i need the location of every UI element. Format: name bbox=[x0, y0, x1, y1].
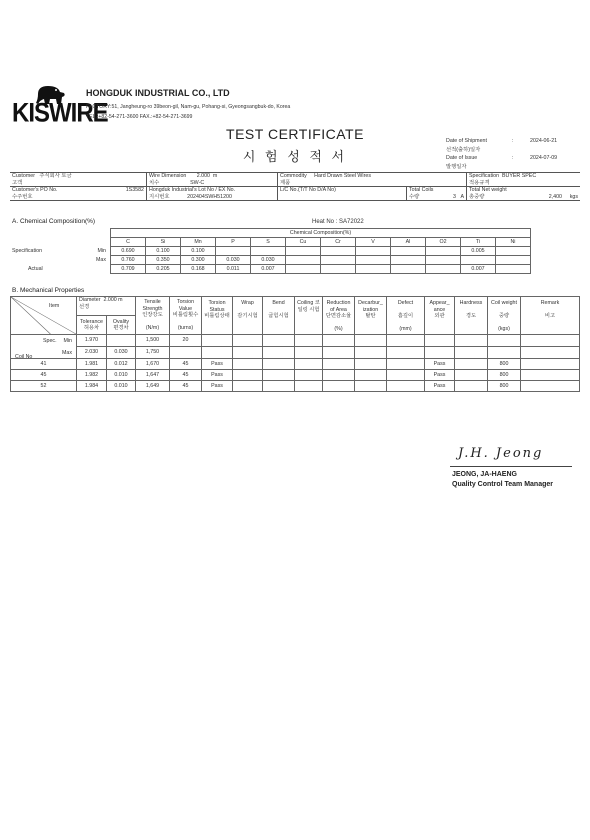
coil-coil: 45 bbox=[11, 370, 77, 381]
coil-weight: 800 bbox=[488, 370, 521, 381]
commodity-label-ko: 제품 bbox=[280, 179, 291, 186]
chem-max-si: 0.350 bbox=[146, 256, 181, 265]
decarburization-header bbox=[355, 297, 387, 335]
wire-dimension-unit: m bbox=[212, 173, 218, 179]
item-label: Item bbox=[49, 303, 60, 309]
decarburization-label: Decarbur_ ization bbox=[358, 300, 383, 313]
coil-torsion: 45 bbox=[170, 370, 202, 381]
chem-actual-p: 0.011 bbox=[216, 265, 251, 274]
coil-coil: 41 bbox=[11, 359, 77, 370]
coil-row bbox=[11, 381, 580, 392]
coil-status: Pass bbox=[202, 381, 233, 392]
torsion-value-label: Torsion Value bbox=[176, 299, 195, 312]
spec-max-row bbox=[11, 347, 580, 359]
brand-logo: KISWIRE bbox=[12, 98, 108, 129]
torsion-status-header bbox=[202, 297, 233, 335]
chem-max-cu bbox=[286, 256, 321, 265]
coil-weight-header bbox=[488, 297, 521, 335]
commodity-cell bbox=[278, 173, 467, 187]
wrap-label-ko: 감기시험 bbox=[237, 313, 258, 319]
spec-min-tolerance: 1.970 bbox=[77, 335, 107, 347]
mechanical-section-title: B. Mechanical Properties bbox=[12, 287, 85, 294]
coil-tolerance: 1.981 bbox=[77, 359, 107, 370]
defect-header bbox=[387, 297, 425, 335]
torsion-status-label-ko: 비틀림상태 bbox=[204, 313, 230, 319]
chem-actual-o2 bbox=[426, 265, 461, 274]
lot-no-value: 202404SWH51200 bbox=[187, 193, 232, 200]
coil-tolerance: 1.982 bbox=[77, 370, 107, 381]
spec-max-label: Max bbox=[61, 350, 72, 356]
chem-max-cr bbox=[321, 256, 356, 265]
coil-tensile: 1,670 bbox=[136, 359, 170, 370]
spec-label-cell bbox=[11, 335, 77, 359]
coil-row bbox=[11, 370, 580, 381]
handwritten-signature: J.H. Jeong bbox=[458, 446, 544, 461]
bend-header bbox=[263, 297, 295, 335]
chemical-section-title: A. Chemical Composition(%) bbox=[12, 218, 96, 225]
chem-actual-ni bbox=[496, 265, 531, 274]
spec-max-tolerance: 2.030 bbox=[77, 347, 107, 359]
company-address: FACTORY:51, Jangheung-ro 39beon-gil, Nam-gu, Pohang-si, Gyeongsangbuk-do, Korea bbox=[86, 104, 291, 110]
hardness-label-ko: 경도 bbox=[465, 313, 477, 319]
appearance-header bbox=[425, 297, 455, 335]
chem-min-mn: 0.100 bbox=[181, 247, 216, 256]
chem-max-ni bbox=[496, 256, 531, 265]
spec-min-label: Min bbox=[63, 338, 72, 344]
chem-min-ti: 0.005 bbox=[461, 247, 496, 256]
chem-max-c: 0.760 bbox=[111, 256, 146, 265]
chem-min-si: 0.100 bbox=[146, 247, 181, 256]
chem-min-p bbox=[216, 247, 251, 256]
coil-weight-label-ko: 중량 bbox=[498, 313, 510, 319]
chem-col-si: Si bbox=[146, 238, 181, 247]
chem-min-c: 0.690 bbox=[111, 247, 146, 256]
chem-max-ti bbox=[461, 256, 496, 265]
ovality-label: Ovality bbox=[112, 318, 130, 325]
remark-header bbox=[521, 297, 580, 335]
bend-label-ko: 굽힘시험 bbox=[268, 313, 289, 319]
tolerance-label: Tolerance bbox=[80, 318, 103, 325]
coil-weight-label: Coil weight bbox=[491, 300, 517, 306]
chem-min-cu bbox=[286, 247, 321, 256]
chem-col-ti: Ti bbox=[461, 238, 496, 247]
chem-col-mn: Mn bbox=[181, 238, 216, 247]
ovality-header bbox=[107, 316, 136, 335]
spec-label: Spec. bbox=[43, 338, 57, 344]
tensile-label: Tensile Strength bbox=[142, 299, 163, 312]
wire-dimension-cell bbox=[147, 173, 278, 187]
chemical-composition-table bbox=[10, 228, 531, 274]
coil-torsion: 45 bbox=[170, 381, 202, 392]
min-label: Min bbox=[97, 248, 106, 254]
tolerance-label-ko: 허용차 bbox=[83, 325, 100, 331]
chem-col-ni: Ni bbox=[496, 238, 531, 247]
coiling-header: Coiling 코일링 시험 bbox=[295, 297, 323, 335]
appearance-label-ko: 외관 bbox=[434, 313, 445, 319]
customer-po-label-ko: 수주번호 bbox=[12, 193, 33, 200]
chem-actual-mn: 0.168 bbox=[181, 265, 216, 274]
defect-unit: (mm) bbox=[399, 326, 412, 332]
customer-po-label: Customer's PO No. bbox=[12, 187, 58, 193]
chem-actual-v bbox=[356, 265, 391, 274]
coil-no-label: Coil No bbox=[15, 354, 33, 360]
signer-title: Quality Control Team Manager bbox=[452, 481, 553, 488]
net-weight-value: 2,400 bbox=[548, 193, 562, 200]
signature-line bbox=[450, 466, 572, 467]
header-info-table bbox=[10, 172, 580, 201]
reduction-label-ko: 단면감소율 bbox=[325, 313, 352, 319]
hardness-label: Hardness bbox=[459, 300, 483, 306]
chemical-actual-row bbox=[10, 265, 531, 274]
specification-value: BUYER SPEC bbox=[502, 173, 537, 179]
coil-weight: 800 bbox=[488, 381, 521, 392]
coil-tensile: 1,647 bbox=[136, 370, 170, 381]
tensile-unit: (N/m) bbox=[145, 325, 160, 332]
shipment-date-label-ko: 선적(출하)일자 bbox=[446, 147, 481, 153]
chem-col-cu: Cu bbox=[286, 238, 321, 247]
spec-max-tensile: 1,750 bbox=[136, 347, 170, 359]
customer-label: Customer bbox=[12, 173, 35, 179]
chem-actual-ti: 0.007 bbox=[461, 265, 496, 274]
defect-label: Defect bbox=[397, 300, 414, 306]
chem-max-s: 0.030 bbox=[251, 256, 286, 265]
chem-min-s bbox=[251, 247, 286, 256]
spec-min-row bbox=[11, 335, 580, 347]
shipment-date: 2024-06-21 bbox=[530, 138, 558, 144]
chem-actual-cr bbox=[321, 265, 356, 274]
issue-date-label: Date of Issue bbox=[446, 155, 478, 161]
chem-col-v: V bbox=[356, 238, 391, 247]
diagonal-lines bbox=[11, 297, 76, 334]
chem-col-c: C bbox=[111, 238, 146, 247]
torsion-unit: (turns) bbox=[177, 325, 194, 332]
decarburization-label-ko: 탈탄 bbox=[365, 313, 376, 319]
coil-ovality: 0.010 bbox=[107, 370, 136, 381]
bend-label: Bend bbox=[272, 300, 285, 306]
coil-weight-unit: (kgs) bbox=[498, 326, 510, 332]
coil-ovality: 0.010 bbox=[107, 381, 136, 392]
customer-label-ko: 고객 bbox=[12, 179, 23, 186]
chemical-group-header: Chemical Composition(%) bbox=[111, 229, 531, 238]
coil-row bbox=[11, 359, 580, 370]
chemical-columns-row bbox=[10, 238, 531, 247]
chem-col-o2: O2 bbox=[426, 238, 461, 247]
lc-no-label: L/C No.(T/T No D/A No) bbox=[280, 187, 336, 193]
actual-label: Actual bbox=[28, 266, 43, 272]
tensile-header bbox=[136, 297, 170, 335]
diameter-header bbox=[77, 297, 136, 316]
coil-status: Pass bbox=[202, 370, 233, 381]
commodity-label: Commodity bbox=[280, 173, 307, 179]
issue-date-colon: : bbox=[512, 155, 514, 161]
defect-label-ko: 흠깊이 bbox=[397, 313, 414, 319]
signer-name: JEONG, JA-HAENG bbox=[452, 471, 517, 478]
reduction-unit: (%) bbox=[334, 326, 343, 332]
chemical-max-row bbox=[10, 256, 531, 265]
customer-po-cell bbox=[10, 187, 147, 201]
total-coils-value: 3 bbox=[453, 193, 456, 200]
chem-max-al bbox=[391, 256, 426, 265]
remark-label-ko: 비고 bbox=[544, 313, 556, 319]
torsion-value-label-ko: 비틀림횟수 bbox=[172, 312, 199, 319]
diameter-label-ko: 선경 bbox=[79, 303, 90, 310]
wire-grade: SW-C bbox=[190, 179, 205, 186]
net-weight-unit: kgs bbox=[569, 193, 578, 200]
coil-torsion: 45 bbox=[170, 359, 202, 370]
diameter-label: Diameter bbox=[79, 297, 101, 303]
mechanical-properties-table bbox=[10, 296, 580, 392]
document-title-korean: 시 험 성 적 서 bbox=[242, 149, 348, 164]
coil-tensile: 1,649 bbox=[136, 381, 170, 392]
reduction-header bbox=[323, 297, 355, 335]
chem-max-o2 bbox=[426, 256, 461, 265]
chem-min-al bbox=[391, 247, 426, 256]
remark-label: Remark bbox=[540, 300, 560, 306]
total-coils-unit: A bbox=[460, 193, 464, 200]
chem-actual-si: 0.205 bbox=[146, 265, 181, 274]
commodity-value: Hard Drawn Steel Wires bbox=[314, 173, 371, 179]
tensile-label-ko: 인장강도 bbox=[142, 312, 163, 319]
specification-cell bbox=[467, 173, 581, 187]
appearance-label: Appear_ ance bbox=[429, 300, 450, 313]
net-weight-label-ko: 총중량 bbox=[469, 193, 485, 200]
chem-min-v bbox=[356, 247, 391, 256]
heat-number: Heat No : SA72022 bbox=[312, 219, 364, 225]
customer-value: 주식회사 토금 bbox=[39, 173, 72, 179]
torsion-status-label: Torsion Status bbox=[208, 300, 226, 313]
coil-status: Pass bbox=[202, 359, 233, 370]
shipment-date-label: Date of Shipment bbox=[446, 138, 487, 144]
issue-date-label-ko: 발행일자 bbox=[446, 164, 467, 170]
torsion-value-header bbox=[170, 297, 202, 335]
specification-label: Specification bbox=[469, 173, 500, 179]
diameter-value: 2.000 m bbox=[103, 297, 123, 303]
coil-weight: 800 bbox=[488, 359, 521, 370]
specification-label-ko: 적용규격 bbox=[469, 179, 490, 186]
ovality-label-ko: 편경차 bbox=[113, 325, 129, 331]
chem-max-v bbox=[356, 256, 391, 265]
chem-min-cr bbox=[321, 247, 356, 256]
coil-appearance: Pass bbox=[425, 359, 455, 370]
chem-max-mn: 0.300 bbox=[181, 256, 216, 265]
wrap-label: Wrap bbox=[241, 300, 254, 306]
company-contact: TEL.:+82-54-271-3600 FAX.:+82-54-271-3699 bbox=[86, 114, 193, 120]
net-weight-label: Total Net weight bbox=[469, 187, 507, 193]
chem-actual-s: 0.007 bbox=[251, 265, 286, 274]
spec-max-ovality: 0.030 bbox=[107, 347, 136, 359]
chem-min-o2 bbox=[426, 247, 461, 256]
wire-dimension-value: 2.000 bbox=[196, 173, 210, 179]
chem-actual-al bbox=[391, 265, 426, 274]
tolerance-header bbox=[77, 316, 107, 335]
chem-min-ni bbox=[496, 247, 531, 256]
reduction-label: Reduction of Area bbox=[326, 300, 351, 313]
coil-appearance: Pass bbox=[425, 370, 455, 381]
lot-no-cell bbox=[147, 187, 278, 201]
coil-appearance: Pass bbox=[425, 381, 455, 392]
chem-col-s: S bbox=[251, 238, 286, 247]
spec-min-torsion: 20 bbox=[170, 335, 202, 347]
lot-no-label: Hongduk Industrial's Lot No / EX No. bbox=[149, 187, 236, 193]
company-name: HONGDUK INDUSTRIAL CO., LTD bbox=[86, 88, 230, 98]
coil-tolerance: 1.984 bbox=[77, 381, 107, 392]
wrap-header bbox=[233, 297, 263, 335]
chem-actual-cu bbox=[286, 265, 321, 274]
item-corner-cell bbox=[11, 297, 77, 335]
total-coils-label: Total Coils bbox=[409, 187, 434, 193]
spec-min-tensile: 1,500 bbox=[136, 335, 170, 347]
customer-cell bbox=[10, 173, 147, 187]
total-coils-cell bbox=[407, 187, 467, 200]
chem-actual-c: 0.709 bbox=[111, 265, 146, 274]
specification-row-label: Specification bbox=[12, 248, 43, 254]
wire-dimension-label-ko: 치수 bbox=[149, 179, 160, 186]
net-weight-cell bbox=[467, 187, 581, 201]
max-label: Max bbox=[95, 257, 106, 263]
chem-max-p: 0.030 bbox=[216, 256, 251, 265]
chem-col-al: Al bbox=[391, 238, 426, 247]
coil-coil: 52 bbox=[11, 381, 77, 392]
chem-col-p: P bbox=[216, 238, 251, 247]
total-coils-label-ko: 수량 bbox=[409, 193, 420, 200]
document-title: TEST CERTIFICATE bbox=[226, 126, 364, 142]
chem-col-cr: Cr bbox=[321, 238, 356, 247]
lc-coils-cell bbox=[278, 187, 467, 201]
lot-no-label-ko: 지시번호 bbox=[149, 193, 170, 200]
coil-ovality: 0.012 bbox=[107, 359, 136, 370]
customer-po-value: 1S3582 bbox=[125, 187, 144, 193]
shipment-date-colon: : bbox=[512, 138, 514, 144]
chemical-min-row bbox=[10, 247, 531, 256]
wire-dimension-label: Wire Dimension bbox=[149, 173, 187, 179]
hardness-header bbox=[455, 297, 488, 335]
issue-date: 2024-07-09 bbox=[530, 155, 558, 161]
